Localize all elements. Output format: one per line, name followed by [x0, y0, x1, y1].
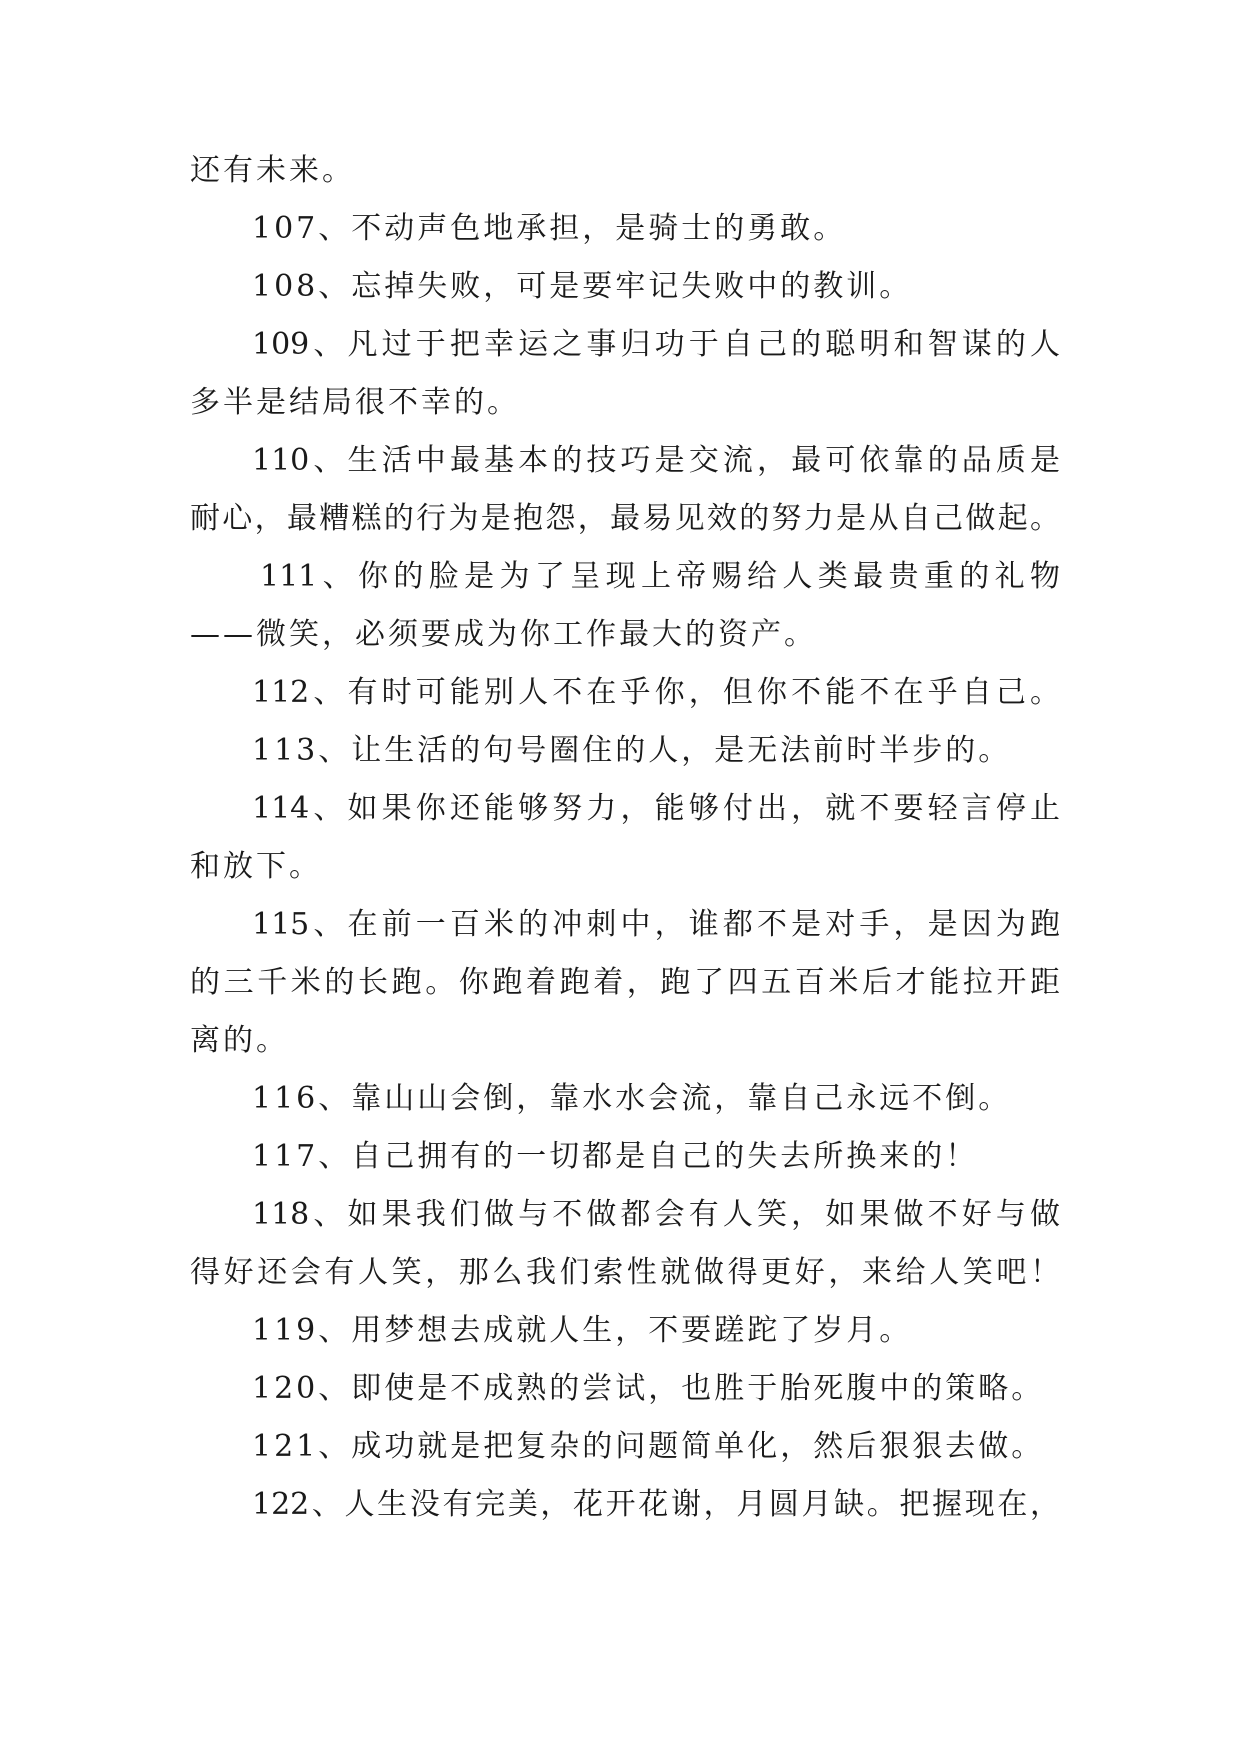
- text-line: 121、成功就是把复杂的问题简单化，然后狠狠去做。: [252, 1429, 1045, 1464]
- text-line: 115、在前一百米的冲刺中，谁都不是对手，是因为跑: [252, 907, 1060, 942]
- text-line: 110、生活中最基本的技巧是交流，最可依靠的品质是: [252, 443, 1060, 478]
- text-line: 122、人生没有完美，花开花谢，月圆月缺。把握现在，: [252, 1487, 1060, 1522]
- text-line: 离的。: [190, 1023, 289, 1058]
- text-line: ——微笑，必须要成为你工作最大的资产。: [190, 617, 817, 652]
- text-line: 耐心，最糟糕的行为是抱怨，最易见效的努力是从自己做起。: [190, 501, 1060, 536]
- text-line: 116、靠山山会倒，靠水水会流，靠自己永远不倒。: [252, 1081, 1012, 1116]
- text-line: 118、如果我们做与不做都会有人笑，如果做不好与做: [252, 1197, 1060, 1232]
- text-line: 120、即使是不成熟的尝试，也胜于胎死腹中的策略。: [252, 1371, 1045, 1406]
- text-line: 119、用梦想去成就人生，不要蹉跎了岁月。: [252, 1313, 913, 1348]
- text-line: 和放下。: [190, 849, 322, 884]
- text-line: 还有未来。: [190, 153, 355, 188]
- text-line: 107、不动声色地承担，是骑士的勇敢。: [252, 211, 847, 246]
- text-line: 109、凡过于把幸运之事归功于自己的聪明和智谋的人: [252, 327, 1060, 362]
- text-line: 111、你的脸是为了呈现上帝赐给人类最贵重的礼物: [260, 559, 1060, 594]
- text-line: 多半是结局很不幸的。: [190, 385, 520, 420]
- text-line: 108、忘掉失败，可是要牢记失败中的教训。: [252, 269, 913, 304]
- text-line: 117、自己拥有的一切都是自己的失去所换来的！: [252, 1139, 979, 1174]
- text-line: 的三千米的长跑。你跑着跑着，跑了四五百米后才能拉开距: [190, 965, 1060, 1000]
- text-line: 114、如果你还能够努力，能够付出，就不要轻言停止: [252, 791, 1060, 826]
- text-line: 得好还会有人笑，那么我们索性就做得更好，来给人笑吧！: [190, 1255, 1060, 1290]
- text-line: 113、让生活的句号圈住的人，是无法前时半步的。: [252, 733, 1012, 768]
- text-line: 112、有时可能别人不在乎你，但你不能不在乎自己。: [252, 675, 1060, 710]
